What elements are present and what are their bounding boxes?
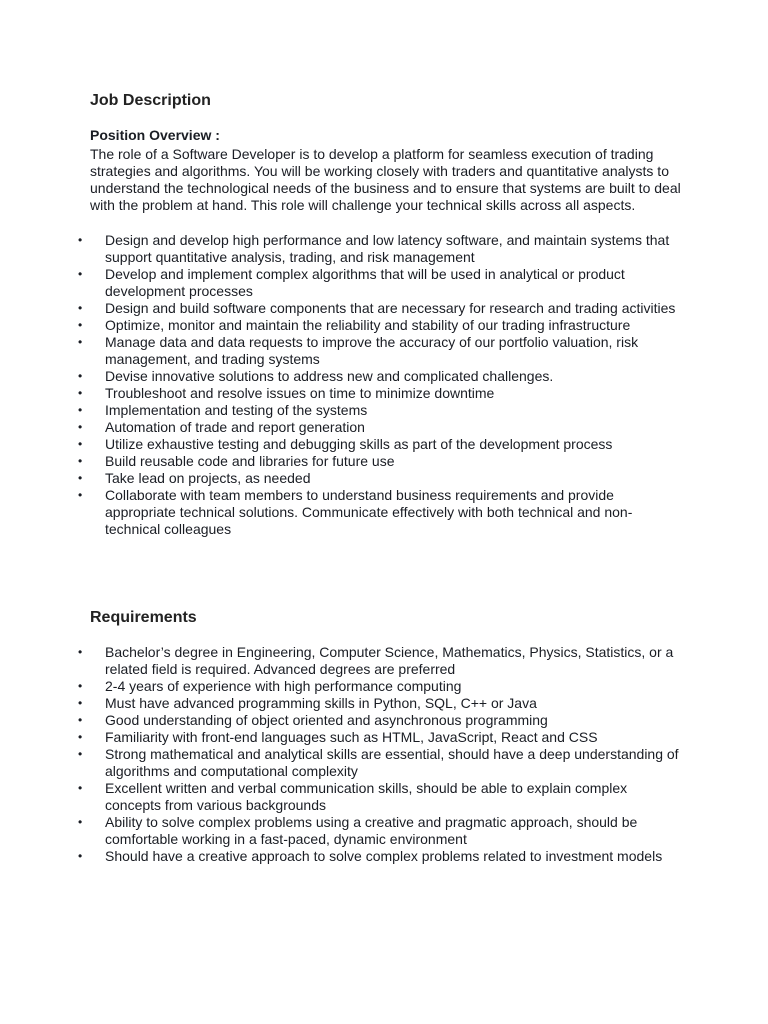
list-item: • Devise innovative solutions to address new and complicated challenges. (78, 368, 554, 384)
responsibilities-list (78, 232, 680, 538)
bullet-icon: • (78, 471, 83, 485)
bullet-icon: • (78, 403, 83, 417)
bullet-icon: • (78, 488, 83, 502)
list-item: • 2-4 years of experience with high performance computing (78, 678, 462, 694)
list-item: • Design and build software components that are necessary for research and trading activities (78, 300, 676, 316)
list-item: • Collaborate with team members to understand business requirements and provide appropriate technical solutions. Communicate effectively with both technical and non-technical colleagues (78, 487, 633, 537)
list-item: • Bachelor’s degree in Engineering, Computer Science, Mathematics, Physics, Statistics, or a related field is required. Advanced degrees are preferred (78, 644, 674, 677)
list-item: • Automation of trade and report generation (78, 419, 365, 435)
list-item: • Ability to solve complex problems using a creative and pragmatic approach, should be comfortable working in a fast-paced, dynamic environment (78, 814, 638, 847)
bullet-icon: • (78, 318, 83, 332)
list-item: • Utilize exhaustive testing and debugging skills as part of the development process (78, 436, 613, 452)
requirements-list (78, 644, 680, 865)
list-item: • Implementation and testing of the systems (78, 402, 368, 418)
list-item: • Develop and implement complex algorithms that will be used in analytical or product development processes (78, 266, 625, 299)
job-description-heading: Job Description (90, 92, 211, 109)
bullet-icon: • (78, 645, 83, 659)
bullet-icon: • (78, 420, 83, 434)
list-item: • Strong mathematical and analytical skills are essential, should have a deep understanding of algorithms and computational complexity (78, 746, 679, 779)
bullet-icon: • (78, 335, 83, 349)
bullet-icon: • (78, 815, 83, 829)
list-item: • Manage data and data requests to improve the accuracy of our portfolio valuation, risk management, and trading systems (78, 334, 639, 367)
list-item: • Troubleshoot and resolve issues on time to minimize downtime (78, 385, 495, 401)
bullet-icon: • (78, 696, 83, 710)
position-overview-heading: Position Overview : (90, 127, 220, 143)
bullet-icon: • (78, 454, 83, 468)
bullet-icon: • (78, 781, 83, 795)
position-overview-text: The role of a Software Developer is to develop a platform for seamless execution of trading strategies and algorithms. You will be working closely with traders and quantitative analysts to understand the technological needs of the business and to ensure that systems are built to deal with the problem at hand. This role will challenge your technical skills across all aspects. (90, 146, 681, 213)
list-item: • Should have a creative approach to solve complex problems related to investment models (78, 848, 663, 864)
list-item: • Take lead on projects, as needed (78, 470, 311, 486)
bullet-icon: • (78, 747, 83, 761)
bullet-icon: • (78, 730, 83, 744)
bullet-icon: • (78, 386, 83, 400)
list-item: • Good understanding of object oriented and asynchronous programming (78, 712, 548, 728)
list-item: • Design and develop high performance and low latency software, and maintain systems that support quantitative analysis, trading, and risk management (78, 232, 670, 265)
bullet-icon: • (78, 849, 83, 863)
requirements-heading: Requirements (90, 609, 197, 626)
list-item: • Must have advanced programming skills in Python, SQL, C++ or Java (78, 695, 537, 711)
list-item: • Familiarity with front-end languages such as HTML, JavaScript, React and CSS (78, 729, 598, 745)
bullet-icon: • (78, 679, 83, 693)
bullet-icon: • (78, 267, 83, 281)
bullet-icon: • (78, 301, 83, 315)
bullet-icon: • (78, 437, 83, 451)
bullet-icon: • (78, 369, 83, 383)
bullet-icon: • (78, 233, 83, 247)
list-item: • Excellent written and verbal communication skills, should be able to explain complex concepts from various backgrounds (78, 780, 628, 813)
list-item: • Build reusable code and libraries for future use (78, 453, 395, 469)
list-item: • Optimize, monitor and maintain the reliability and stability of our trading infrastructure (78, 317, 631, 333)
bullet-icon: • (78, 713, 83, 727)
